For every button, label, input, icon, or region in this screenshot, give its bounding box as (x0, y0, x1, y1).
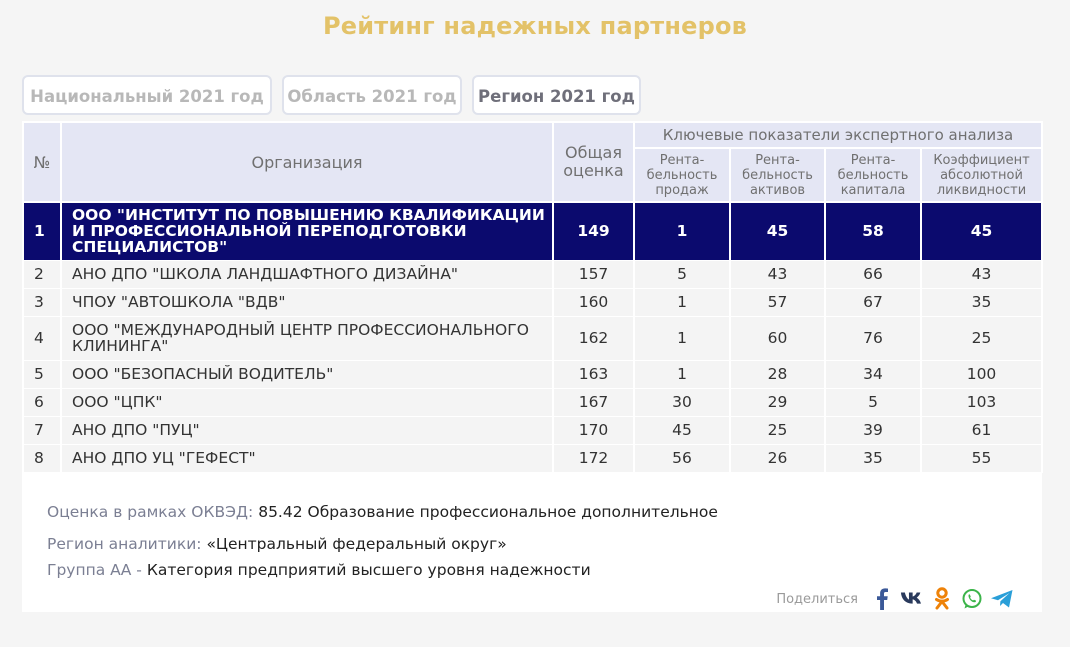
row-assets-profitability: 26 (730, 444, 825, 472)
row-sales-profitability: 30 (634, 388, 730, 416)
row-num: 3 (23, 288, 61, 316)
header-assets-profitability: Рента-бельность активов (730, 148, 825, 202)
row-capital-profitability: 39 (825, 416, 921, 444)
telegram-icon[interactable] (990, 587, 1014, 611)
row-liquidity-ratio: 45 (921, 202, 1042, 260)
row-score: 162 (553, 316, 634, 360)
tab-national[interactable]: Национальный 2021 год (22, 75, 272, 115)
row-capital-profitability: 35 (825, 444, 921, 472)
row-liquidity-ratio: 55 (921, 444, 1042, 472)
rating-table (22, 121, 1043, 473)
group-label: Группа АА - (47, 561, 142, 579)
row-num: 4 (23, 316, 61, 360)
row-liquidity-ratio: 100 (921, 360, 1042, 388)
rating-panel (22, 121, 1042, 612)
table-row[interactable] (23, 416, 1042, 444)
row-score: 172 (553, 444, 634, 472)
row-num: 1 (23, 202, 61, 260)
row-organization: АНО ДПО "ПУЦ" (61, 416, 553, 444)
row-score: 167 (553, 388, 634, 416)
row-capital-profitability: 66 (825, 260, 921, 288)
row-capital-profitability: 76 (825, 316, 921, 360)
table-row[interactable] (23, 316, 1042, 360)
row-sales-profitability: 1 (634, 202, 730, 260)
row-capital-profitability: 5 (825, 388, 921, 416)
row-capital-profitability: 58 (825, 202, 921, 260)
row-num: 2 (23, 260, 61, 288)
table-row[interactable] (23, 360, 1042, 388)
okved-info (47, 503, 718, 521)
okved-label: Оценка в рамках ОКВЭД: (47, 503, 254, 521)
row-liquidity-ratio: 61 (921, 416, 1042, 444)
odnoklassniki-icon[interactable] (930, 587, 954, 611)
row-num: 7 (23, 416, 61, 444)
header-key-indicators: Ключевые показатели экспертного анализа (634, 122, 1042, 148)
row-score: 163 (553, 360, 634, 388)
row-liquidity-ratio: 25 (921, 316, 1042, 360)
row-organization: ООО "ЦПК" (61, 388, 553, 416)
region-value: «Центральный федеральный округ» (206, 535, 507, 553)
row-organization: ООО "ИНСТИТУТ ПО ПОВЫШЕНИЮ КВАЛИФИКАЦИИ И ПРОФЕССИОНАЛЬНОЙ ПЕРЕПОДГОТОВКИ СПЕЦИАЛИСТОВ" (61, 202, 553, 260)
header-liquidity-ratio: Коэффициент абсолютной ликвидности (921, 148, 1042, 202)
tab-oblast[interactable]: Область 2021 год (282, 75, 462, 115)
header-organization: Организация (61, 122, 553, 202)
table-row[interactable] (23, 260, 1042, 288)
share-bar (776, 587, 1014, 611)
row-capital-profitability: 67 (825, 288, 921, 316)
row-assets-profitability: 28 (730, 360, 825, 388)
row-sales-profitability: 5 (634, 260, 730, 288)
okved-value: 85.42 Образование профессиональное дополнительное (258, 503, 718, 521)
whatsapp-icon[interactable] (960, 587, 984, 611)
row-organization: ООО "БЕЗОПАСНЫЙ ВОДИТЕЛЬ" (61, 360, 553, 388)
row-sales-profitability: 1 (634, 316, 730, 360)
row-liquidity-ratio: 43 (921, 260, 1042, 288)
tab-region[interactable]: Регион 2021 год (472, 75, 641, 115)
share-label: Поделиться (776, 591, 858, 607)
vk-icon[interactable] (900, 587, 924, 611)
table-row[interactable] (23, 288, 1042, 316)
group-info (47, 561, 591, 579)
row-organization: ООО "МЕЖДУНАРОДНЫЙ ЦЕНТР ПРОФЕССИОНАЛЬНОГО КЛИНИНГА" (61, 316, 553, 360)
row-sales-profitability: 1 (634, 360, 730, 388)
row-liquidity-ratio: 35 (921, 288, 1042, 316)
table-row[interactable] (23, 388, 1042, 416)
group-value: Категория предприятий высшего уровня надежности (146, 561, 591, 579)
row-num: 6 (23, 388, 61, 416)
table-row[interactable] (23, 444, 1042, 472)
row-liquidity-ratio: 103 (921, 388, 1042, 416)
header-total-score: Общая оценка (553, 122, 634, 202)
row-assets-profitability: 57 (730, 288, 825, 316)
row-assets-profitability: 60 (730, 316, 825, 360)
row-assets-profitability: 29 (730, 388, 825, 416)
row-assets-profitability: 25 (730, 416, 825, 444)
row-score: 160 (553, 288, 634, 316)
row-organization: ЧПОУ "АВТОШКОЛА "ВДВ" (61, 288, 553, 316)
facebook-icon[interactable] (870, 587, 894, 611)
row-organization: АНО ДПО "ШКОЛА ЛАНДШАФТНОГО ДИЗАЙНА" (61, 260, 553, 288)
row-score: 157 (553, 260, 634, 288)
row-num: 8 (23, 444, 61, 472)
row-sales-profitability: 1 (634, 288, 730, 316)
region-info (47, 535, 507, 553)
table-row-highlighted[interactable] (23, 202, 1042, 260)
row-capital-profitability: 34 (825, 360, 921, 388)
row-assets-profitability: 45 (730, 202, 825, 260)
header-num: № (23, 122, 61, 202)
header-sales-profitability: Рента-бельность продаж (634, 148, 730, 202)
row-num: 5 (23, 360, 61, 388)
header-capital-profitability: Рента-бельность капитала (825, 148, 921, 202)
row-assets-profitability: 43 (730, 260, 825, 288)
region-label: Регион аналитики: (47, 535, 202, 553)
row-sales-profitability: 45 (634, 416, 730, 444)
row-organization: АНО ДПО УЦ "ГЕФЕСТ" (61, 444, 553, 472)
row-score: 149 (553, 202, 634, 260)
row-score: 170 (553, 416, 634, 444)
row-sales-profitability: 56 (634, 444, 730, 472)
page-title: Рейтинг надежных партнеров (322, 12, 748, 40)
